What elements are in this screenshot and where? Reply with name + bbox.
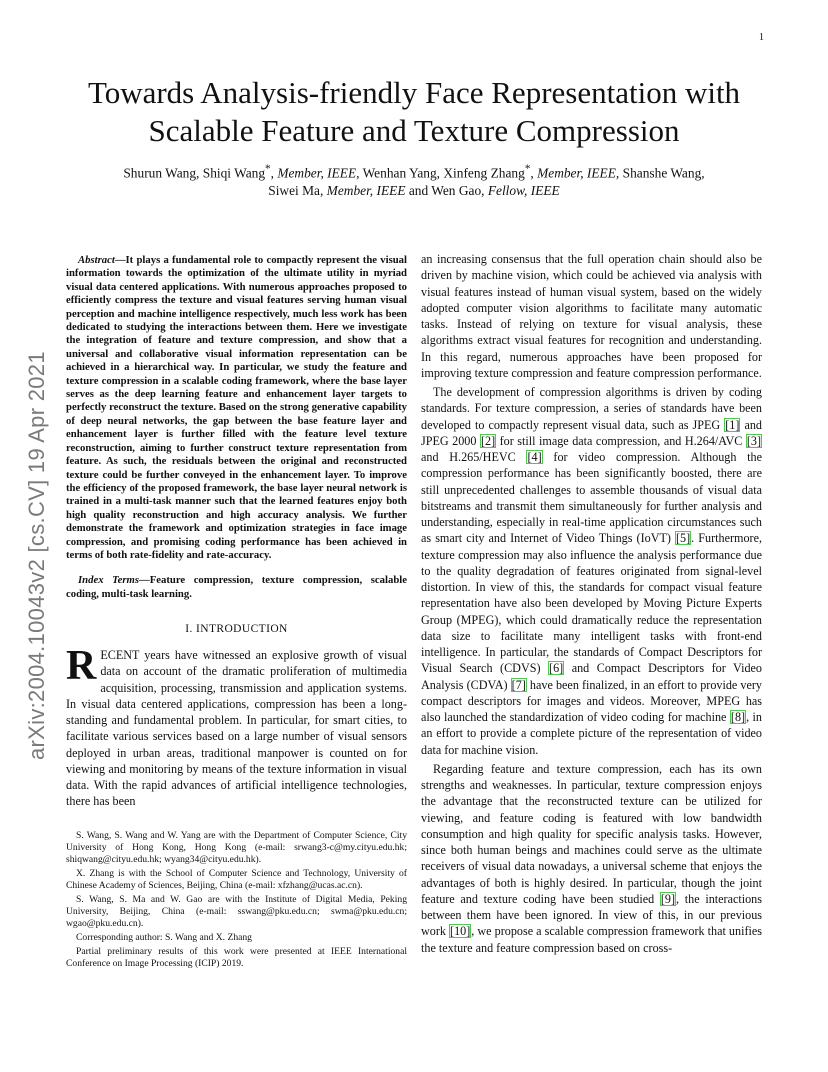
index-terms-text: —Feature compression, texture compression, scalable coding, multi-task learning. bbox=[66, 574, 407, 600]
citation-link[interactable]: [4] bbox=[527, 450, 542, 464]
citation-link[interactable]: [1] bbox=[725, 417, 740, 432]
author-list bbox=[60, 160, 768, 200]
text-run: , we propose a scalable compression framework that unifies the texture and feature compression based on cross- bbox=[421, 924, 762, 955]
arxiv-stamp: arXiv:2004.10043v2 [cs.CV] 19 Apr 2021 bbox=[24, 351, 49, 760]
fellow-affiliation: Fellow, IEEE bbox=[487, 183, 560, 199]
text-run: The development of compression algorithms is driven by coding standards. For texture compression, a series of standards have been developed to compactly represent visual data, such as JPEG bbox=[421, 385, 762, 432]
citation-link[interactable]: [7] bbox=[511, 677, 526, 692]
footnote-preliminary-results: Partial preliminary results of this work were presented at IEEE International Conference on Image Processing (ICIP) 2019. bbox=[66, 945, 407, 969]
authors-part-2: Wenhan Yang, Xinfeng Zhang bbox=[359, 165, 525, 181]
authors-part-1: Shurun Wang, Shiqi Wang bbox=[123, 165, 266, 181]
citation-link[interactable]: [2] bbox=[480, 433, 496, 448]
page-number: 1 bbox=[759, 32, 764, 43]
title-line-1: Towards Analysis-friendly Face Representation with bbox=[87, 75, 741, 110]
citation-link[interactable]: [8] bbox=[730, 710, 746, 724]
section-heading-introduction: I. INTRODUCTION bbox=[185, 623, 288, 636]
text-run: have been finalized, in an effort to provide very compact descriptors for images and videos. Moreover, MPEG has also launched the standardization of video coding for machine bbox=[421, 677, 762, 724]
authors-sep-1: , bbox=[270, 165, 278, 181]
member-affiliation-3: Member, IEEE bbox=[326, 183, 406, 199]
text-run: . Furthermore, texture compression may also influence the analysis performance due to the quality degradation of features originated from signal-level distortion. In view of this, the standards for compact visual feature representation have also been developed by Moving Picture Experts Group (MPEG), which could dramatically reduce the representation data size to facilitate many intelligent tasks with front-end intelligence. In particular, the standards of Compact Descriptors for Visual Search (CDVS) bbox=[421, 531, 763, 676]
text-run: Regarding feature and texture compression, each has its own strengths and weaknesses. In particular, texture compression enjoys the advantage that the reconstructed texture can be utilized for viewing, and feature coding is featured with low bandwidth consumption and high quality for specific analysis tasks. However, since both human beings and machines could serve as the ultimate receivers of visual data nowadays, a universal scheme that enjoys the advantages of both is highly desired. In particular, though the joint feature and texture coding have been studied bbox=[421, 761, 762, 906]
authors-sep-2: , bbox=[530, 165, 538, 181]
footnote-affiliation-pku: S. Wang, S. Ma and W. Gao are with the Institute of Digital Media, Peking University, Beijing, China (e-mail: sswang@pku.edu.cn; swma@pku.edu.cn; wgao@pku.edu.cn). bbox=[66, 893, 407, 929]
corresponding-mark-2: * bbox=[524, 163, 531, 175]
text-run: , the interactions between them have been ignored. In view of this, in our previous work bbox=[421, 891, 762, 939]
intro-paragraph bbox=[66, 643, 407, 810]
text-run: for still image data compression, and H.264/AVC bbox=[496, 433, 746, 448]
drop-cap: R bbox=[66, 643, 97, 690]
body-paragraph-1: an increasing consensus that the full operation chain should also be driven by machine vision, which could be achieved via analysis with visual features instead of human visual system, based on the widely adopted computer vision algorithms to facilitate many automatic tasks. Instead of relying on texture for visual analysis, these algorithms extract visual features for recognition and understanding. In this regard, numerous approaches have been proposed for improving texture compression and feature compression performance. bbox=[421, 252, 762, 380]
body-paragraph-3 bbox=[421, 761, 762, 956]
text-run: and JPEG 2000 bbox=[421, 417, 762, 448]
citation-link[interactable]: [6] bbox=[549, 661, 564, 676]
citation-link[interactable]: [9] bbox=[660, 891, 676, 906]
index-terms-lead: Index Terms bbox=[78, 574, 140, 587]
left-column bbox=[66, 254, 407, 972]
title-line-2: Scalable Feature and Texture Compression bbox=[148, 113, 680, 148]
text-run: for video compression. Although the compression performance has been significantly boosted, there are still unprecedented challenges to assemble thousands of visual data bitstreams and transmit them simultaneously for further analysis and understanding, especially in real-time application circumstances such as smart city and Internet of Video Things (IoVT) bbox=[421, 450, 762, 546]
authors-part-4: Siwei Ma, bbox=[268, 183, 327, 199]
intro-text: ECENT years have witnessed an explosive growth of visual data on account of the dramatic proliferation of multimedia acquisition, processing, transmission and application systems. In visual data centered applications, compression has been a long-standing and fundamental problem. In particular, for smart cities, to facilitate various services based on a large number of visual sensors deployed in urban areas, traditional manpower is counted on for viewing and monitoring by means of the texture information in visual data. With the rapid advances of artificial intelligence technologies, there has been bbox=[66, 648, 407, 809]
footnotes bbox=[66, 830, 407, 970]
member-affiliation-1: Member, IEEE, bbox=[277, 165, 360, 181]
abstract bbox=[66, 254, 407, 562]
citation-link[interactable]: [10] bbox=[450, 924, 471, 939]
corresponding-mark-1: * bbox=[265, 163, 271, 175]
footnote-affiliation-ucas: X. Zhang is with the School of Computer Science and Technology, University of Chinese Academy of Sciences, Beijing, China (e-mail: xfzhang@ucas.ac.cn). bbox=[66, 867, 407, 891]
authors-part-5: and Wen Gao, bbox=[405, 183, 488, 199]
index-terms bbox=[66, 574, 407, 601]
citation-link[interactable]: [3] bbox=[746, 433, 761, 448]
right-column bbox=[421, 251, 762, 956]
citation-link[interactable]: [5] bbox=[676, 531, 691, 546]
paper-title bbox=[40, 74, 788, 150]
text-run: and Compact Descriptors for Video Analysis (CDVA) bbox=[421, 661, 762, 692]
footnote-affiliation-cityu: S. Wang, S. Wang and W. Yang are with the Department of Computer Science, City University of Hong Kong, Hong Kong (e-mail: srwang3-c@my.cityu.edu.hk; shiqwang@cityu.edu.hk; wyang34@cityu.edu.hk). bbox=[66, 829, 407, 865]
footnote-corresponding-author: Corresponding author: S. Wang and X. Zhang bbox=[76, 931, 252, 943]
abstract-text: —It plays a fundamental role to compactly represent the visual information towards the optimization of the ultimate utility in myriad visual data centered applications. With numerous approaches proposed to efficiently compress the texture and visual features serving human visual perception and machine intelligence respectively, much less work has been dedicated to studying the interactions between them. Here we investigate the integration of feature and texture compression, and show that a universal and collaborative visual information representation can be achieved in a hierarchical way. In particular, we study the feature and texture compression in a scalable coding framework, where the base layer serves as the deep learning feature and enhancement layer targets to perfectly reconstruct the texture. Based on the strong generative capability of deep neural networks, the gap between the base feature layer and enhancement layer is further filled with the feature level texture reconstruction, aiming to further construct texture representation from feature. As such, the residuals between the original and reconstructed texture could be further conveyed in the enhancement layer. To improve the efficiency of the proposed framework, the base layer neural network is trained in a multi-task manner such that the learned features enjoy both high quality reconstruction and high accuracy analysis. We further demonstrate the framework and optimization strategies in face image compression, and promising coding performance has been achieved in terms of both rate-fidelity and rate-accuracy. bbox=[66, 254, 407, 561]
text-run: and H.265/HEVC bbox=[421, 450, 527, 464]
abstract-lead: Abstract bbox=[78, 254, 115, 266]
body-paragraph-2 bbox=[421, 384, 762, 758]
authors-part-3: Shanshe Wang, bbox=[619, 165, 705, 181]
text-run: , in an effort to provide a complete picture of the representation of video data for machine vision. bbox=[421, 710, 762, 757]
member-affiliation-2: Member, IEEE, bbox=[537, 165, 620, 181]
